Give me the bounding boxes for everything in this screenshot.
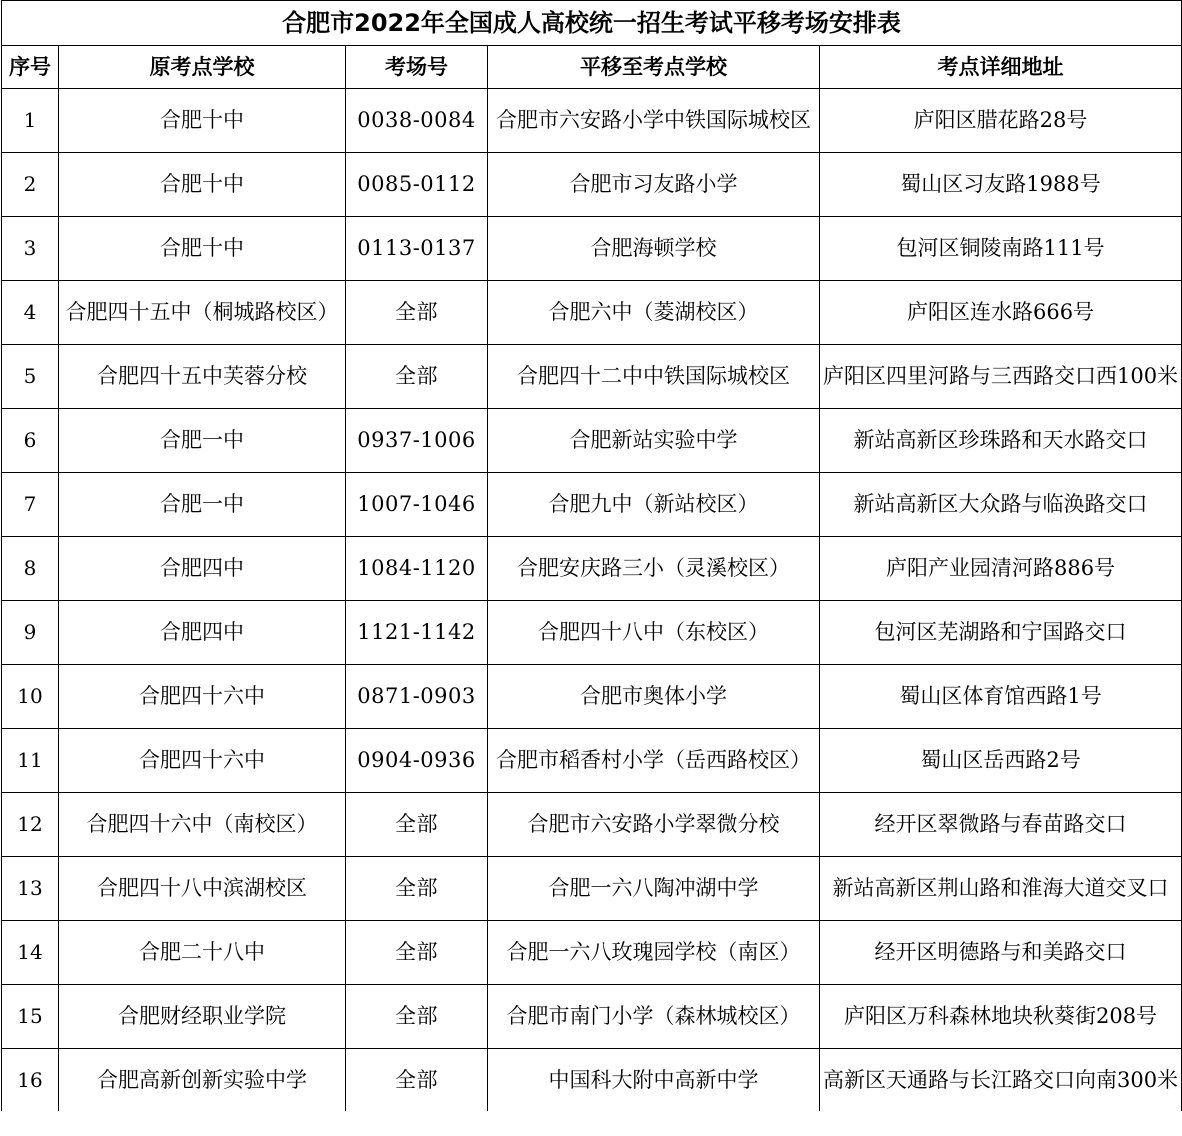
- row-number: 1: [2, 89, 59, 153]
- table-row: [2, 89, 1182, 153]
- address: 包河区芜湖路和宁国路交口: [820, 601, 1182, 665]
- row-number: 13: [2, 857, 59, 921]
- address: 新站高新区珍珠路和天水路交口: [820, 409, 1182, 473]
- table-row: [2, 409, 1182, 473]
- address: 蜀山区岳西路2号: [820, 729, 1182, 793]
- destination-school: 合肥六中（菱湖校区）: [488, 281, 820, 345]
- address: 庐阳产业园清河路886号: [820, 537, 1182, 601]
- room-numbers: 全部: [346, 793, 488, 857]
- address: 蜀山区体育馆西路1号: [820, 665, 1182, 729]
- destination-school: 合肥市稻香村小学（岳西路校区）: [488, 729, 820, 793]
- table-row: [2, 473, 1182, 537]
- address: 庐阳区四里河路与三西路交口西100米: [820, 345, 1182, 409]
- destination-school: 合肥四十八中（东校区）: [488, 601, 820, 665]
- room-numbers: 0871-0903: [346, 665, 488, 729]
- original-school: 合肥四十六中: [59, 729, 346, 793]
- destination-school: 合肥市习友路小学: [488, 153, 820, 217]
- row-number: 5: [2, 345, 59, 409]
- table-row: [2, 665, 1182, 729]
- original-school: 合肥四十五中芙蓉分校: [59, 345, 346, 409]
- table-row: [2, 281, 1182, 345]
- table-row: [2, 153, 1182, 217]
- destination-school: 合肥市六安路小学翠微分校: [488, 793, 820, 857]
- address: 包河区铜陵南路111号: [820, 217, 1182, 281]
- row-number: 7: [2, 473, 59, 537]
- row-number: 10: [2, 665, 59, 729]
- table-row: [2, 217, 1182, 281]
- row-number: 6: [2, 409, 59, 473]
- row-number: 4: [2, 281, 59, 345]
- original-school: 合肥四十五中（桐城路校区）: [59, 281, 346, 345]
- destination-school: 中国科大附中高新中学: [488, 1049, 820, 1112]
- table-row: [2, 537, 1182, 601]
- address: 蜀山区习友路1988号: [820, 153, 1182, 217]
- original-school: 合肥一中: [59, 409, 346, 473]
- header-original-school: 原考点学校: [59, 46, 346, 89]
- original-school: 合肥十中: [59, 217, 346, 281]
- room-numbers: 1007-1046: [346, 473, 488, 537]
- table-row: [2, 793, 1182, 857]
- room-numbers: 全部: [346, 921, 488, 985]
- original-school: 合肥高新创新实验中学: [59, 1049, 346, 1112]
- destination-school: 合肥四十二中中铁国际城校区: [488, 345, 820, 409]
- room-numbers: 全部: [346, 1049, 488, 1112]
- address: 经开区明德路与和美路交口: [820, 921, 1182, 985]
- original-school: 合肥四十八中滨湖校区: [59, 857, 346, 921]
- row-number: 11: [2, 729, 59, 793]
- room-numbers: 全部: [346, 985, 488, 1049]
- table-row: [2, 729, 1182, 793]
- table-row: [2, 921, 1182, 985]
- table-title: 合肥市2022年全国成人高校统一招生考试平移考场安排表: [2, 1, 1182, 46]
- destination-school: 合肥市奥体小学: [488, 665, 820, 729]
- room-numbers: 0937-1006: [346, 409, 488, 473]
- title-row: [2, 1, 1182, 46]
- table-row: [2, 1049, 1182, 1112]
- table-row: [2, 985, 1182, 1049]
- room-numbers: 1121-1142: [346, 601, 488, 665]
- address: 新站高新区大众路与临涣路交口: [820, 473, 1182, 537]
- destination-school: 合肥一六八玫瑰园学校（南区）: [488, 921, 820, 985]
- original-school: 合肥财经职业学院: [59, 985, 346, 1049]
- room-numbers: 0904-0936: [346, 729, 488, 793]
- table-row: [2, 601, 1182, 665]
- header-room-number: 考场号: [346, 46, 488, 89]
- exam-relocation-table: [1, 0, 1182, 1111]
- original-school: 合肥四中: [59, 601, 346, 665]
- row-number: 14: [2, 921, 59, 985]
- original-school: 合肥四十六中（南校区）: [59, 793, 346, 857]
- header-address: 考点详细地址: [820, 46, 1182, 89]
- row-number: 8: [2, 537, 59, 601]
- row-number: 3: [2, 217, 59, 281]
- address: 庐阳区腊花路28号: [820, 89, 1182, 153]
- room-numbers: 1084-1120: [346, 537, 488, 601]
- address: 庐阳区万科森林地块秋葵街208号: [820, 985, 1182, 1049]
- header-no: 序号: [2, 46, 59, 89]
- header-destination-school: 平移至考点学校: [488, 46, 820, 89]
- address: 新站高新区荆山路和淮海大道交叉口: [820, 857, 1182, 921]
- room-numbers: 0113-0137: [346, 217, 488, 281]
- room-numbers: 0038-0084: [346, 89, 488, 153]
- row-number: 2: [2, 153, 59, 217]
- destination-school: 合肥新站实验中学: [488, 409, 820, 473]
- original-school: 合肥一中: [59, 473, 346, 537]
- address: 庐阳区连水路666号: [820, 281, 1182, 345]
- original-school: 合肥十中: [59, 153, 346, 217]
- address: 经开区翠微路与春苗路交口: [820, 793, 1182, 857]
- destination-school: 合肥一六八陶冲湖中学: [488, 857, 820, 921]
- original-school: 合肥十中: [59, 89, 346, 153]
- destination-school: 合肥海顿学校: [488, 217, 820, 281]
- original-school: 合肥四中: [59, 537, 346, 601]
- original-school: 合肥四十六中: [59, 665, 346, 729]
- row-number: 15: [2, 985, 59, 1049]
- address: 高新区天通路与长江路交口向南300米: [820, 1049, 1182, 1112]
- room-numbers: 0085-0112: [346, 153, 488, 217]
- original-school: 合肥二十八中: [59, 921, 346, 985]
- destination-school: 合肥九中（新站校区）: [488, 473, 820, 537]
- row-number: 9: [2, 601, 59, 665]
- room-numbers: 全部: [346, 857, 488, 921]
- destination-school: 合肥安庆路三小（灵溪校区）: [488, 537, 820, 601]
- header-row: [2, 46, 1182, 89]
- table-row: [2, 345, 1182, 409]
- room-numbers: 全部: [346, 345, 488, 409]
- row-number: 12: [2, 793, 59, 857]
- room-numbers: 全部: [346, 281, 488, 345]
- row-number: 16: [2, 1049, 59, 1112]
- destination-school: 合肥市六安路小学中铁国际城校区: [488, 89, 820, 153]
- destination-school: 合肥市南门小学（森林城校区）: [488, 985, 820, 1049]
- table-row: [2, 857, 1182, 921]
